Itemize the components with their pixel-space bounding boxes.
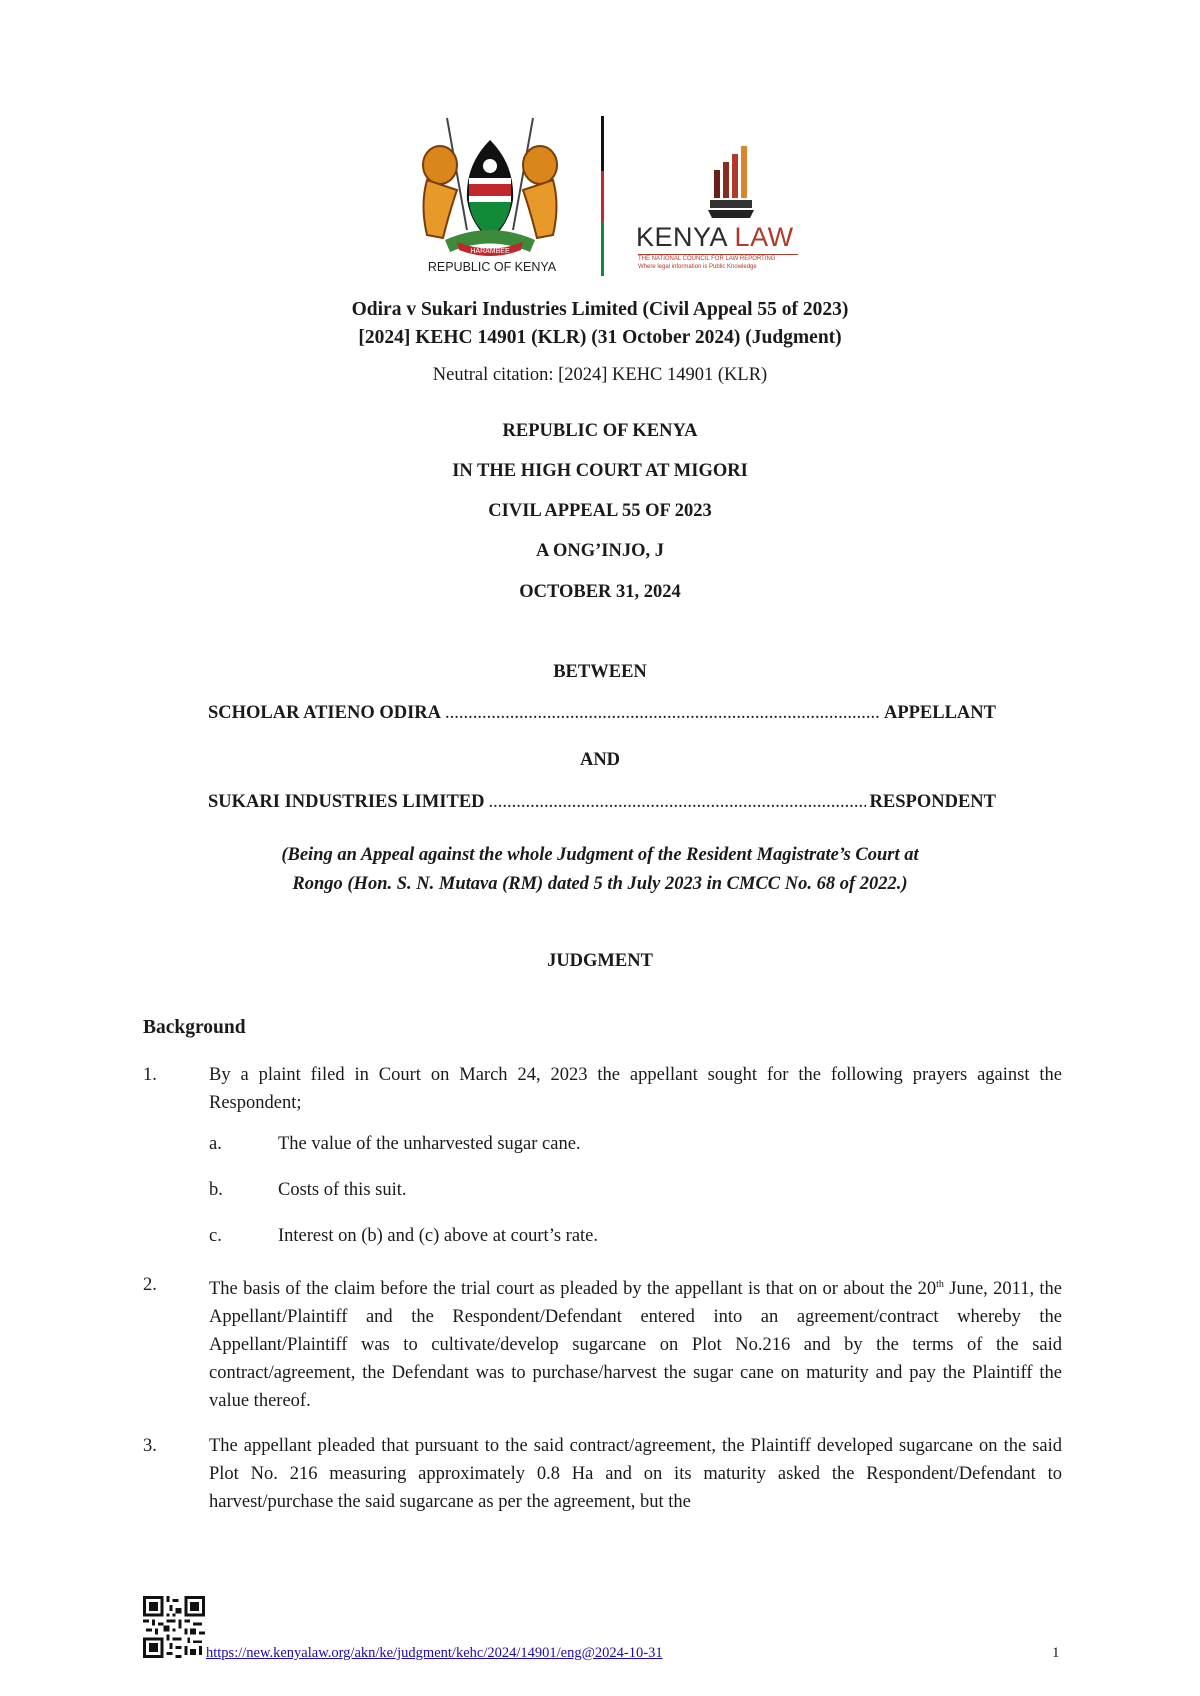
appellant-role: APPELLANT: [883, 703, 996, 723]
court-heading: IN THE HIGH COURT AT MIGORI: [452, 461, 748, 481]
kenya-law-tagline: THE NATIONAL COUNCIL FOR LAW REPORTING Where legal information is Public Knowledge: [638, 256, 776, 270]
qr-code-icon: [143, 1596, 205, 1658]
paragraph-number: 3.: [143, 1436, 157, 1456]
coat-motto-text: HARAMBEE: [470, 248, 510, 255]
paragraph-number: 1.: [143, 1065, 157, 1085]
appellant-name: SCHOLAR ATIENO ODIRA: [208, 703, 442, 723]
appeal-note-line-2: Rongo (Hon. S. N. Mutava (RM) dated 5 th July 2023 in CMCC No. 68 of 2022.): [292, 874, 908, 894]
respondent-role: RESPONDENT: [869, 792, 996, 812]
header-logos: [0, 110, 1200, 280]
paragraph-2: [143, 1271, 1063, 1421]
kenya-law-wordmark: KENYA LAW: [636, 222, 794, 252]
paragraph-1: [143, 1061, 1063, 1121]
between-heading: BETWEEN: [553, 662, 647, 682]
paragraph-text: The basis of the claim before the trial court as pleaded by the appellant is that on or about the 20th June, 2011, the Appellant/Plaintiff and the Respondent/Defendant entered into an agreement/contract whereby the Appellant/Plaintiff was to cultivate/develop sugarcane on Plot No.216 and by the terms of the said contract/agreement, the Defendant was to purchase/harvest the sugar cane on maturity and pay the Plaintiff the value thereof.: [209, 1279, 1063, 1412]
case-title-line-1: Odira v Sukari Industries Limited (Civil Appeal 55 of 2023): [351, 299, 849, 320]
flag-divider: [601, 116, 604, 276]
judgment-url-link[interactable]: https://new.kenyalaw.org/akn/ke/judgment/kehc/2024/14901/eng@2024-10-31: [206, 1645, 663, 1661]
respondent-line: [208, 792, 996, 813]
page-number: 1: [1052, 1645, 1060, 1661]
document-page: HARAMBEE REPUBLIC OF KENYA KENYA LAW THE NATIONAL COUNCIL FOR LAW REPORTING Where legal information is Public Knowledge Odira v Sukari Industries Limited (Civil Appeal 55 of 2023) [2024] KEHC 14901 (KLR) (31 October 2024) (Judgment) Neutral citation: [2024] KEHC 14901 (KLR) REPUBLIC OF KENYA IN THE HIGH COURT AT MIGORI CIVIL APPEAL 55 OF 2023 A ONG’INJO, J OCTOBER 31, 2024 BETWEEN SCHOLAR ATIENO ODIRA ..... APPELLANT AND SUKARI INDUSTRIES LIMITED ..... RESPONDENT (Being an Appeal against the whole Judgment of the Resident Magistrate’s Court at Rongo (Hon. S. N. Mutava (RM) dated 5 th July 2023 in CMCC No. 68 of 2022.) JUDGMENT Background 1. By a plaint filed in Court on March 24, 2023 the appellant sought for the following prayers against the Respondent; a. The value of the unharvested sugar cane. b. Costs of this suit. c. Interest on (b) and (c) above at court’s rate. 2. The basis of the claim before the trial court as pleaded by the appellant is that on or about the 20th June, 2011, the Appellant/Plaintiff and the Respondent/Defendant entered into an agreement/contract whereby the Appellant/Plaintiff was to cultivate/develop sugarcane on Plot No.216 and by the terms of the said contract/agreement, the Defendant was to purchase/harvest the sugar cane on maturity and pay the Plaintiff the value thereof. 3. The appellant pleaded that pursuant to the said contract/agreement, the Plaintiff developed sugarcane on the said Plot No. 216 measuring approximately 0.8 Ha and on its maturity asked the Respondent/Defendant to harvest/purchase the said sugarcane as per the agreement, but the https://new.kenyalaw.org/akn/ke/judgment/kehc/2024/14901/eng@2024-10-31 1: [0, 0, 1200, 1696]
respondent-name: SUKARI INDUSTRIES LIMITED: [208, 792, 485, 812]
paragraph-text: The appellant pleaded that pursuant to the said contract/agreement, the Plaintiff developed sugarcane on the said Plot No. 216 measuring approximately 0.8 Ha and on its maturity asked the Respondent/Defendant to harvest/purchase the said sugarcane as per the agreement, but the: [209, 1436, 1062, 1512]
paragraph-text: By a plaint filed in Court on March 24, 2023 the appellant sought for the following prayers against the Respondent;: [209, 1065, 1062, 1113]
judge-heading: A ONG’INJO, J: [536, 541, 664, 561]
paragraph-number: 2.: [143, 1275, 157, 1295]
date-heading: OCTOBER 31, 2024: [519, 582, 681, 602]
republic-heading: REPUBLIC OF KENYA: [502, 421, 698, 441]
and-heading: AND: [579, 750, 621, 770]
appellant-line: [208, 703, 996, 724]
judgment-heading: JUDGMENT: [547, 951, 653, 971]
background-heading: Background: [143, 1017, 246, 1038]
neutral-citation: Neutral citation: [2024] KEHC 14901 (KLR): [432, 365, 768, 385]
appeal-note-line-1: (Being an Appeal against the whole Judgment of the Resident Magistrate’s Court at: [281, 845, 919, 865]
kenya-coat-of-arms-logo: [405, 110, 575, 275]
paragraph-3: [143, 1432, 1063, 1522]
kenya-law-pillars-icon: [688, 140, 768, 220]
case-title-line-2: [2024] KEHC 14901 (KLR) (31 October 2024) (Judgment): [358, 327, 842, 348]
coat-caption: REPUBLIC OF KENYA: [427, 260, 557, 274]
appeal-heading: CIVIL APPEAL 55 OF 2023: [488, 501, 712, 521]
